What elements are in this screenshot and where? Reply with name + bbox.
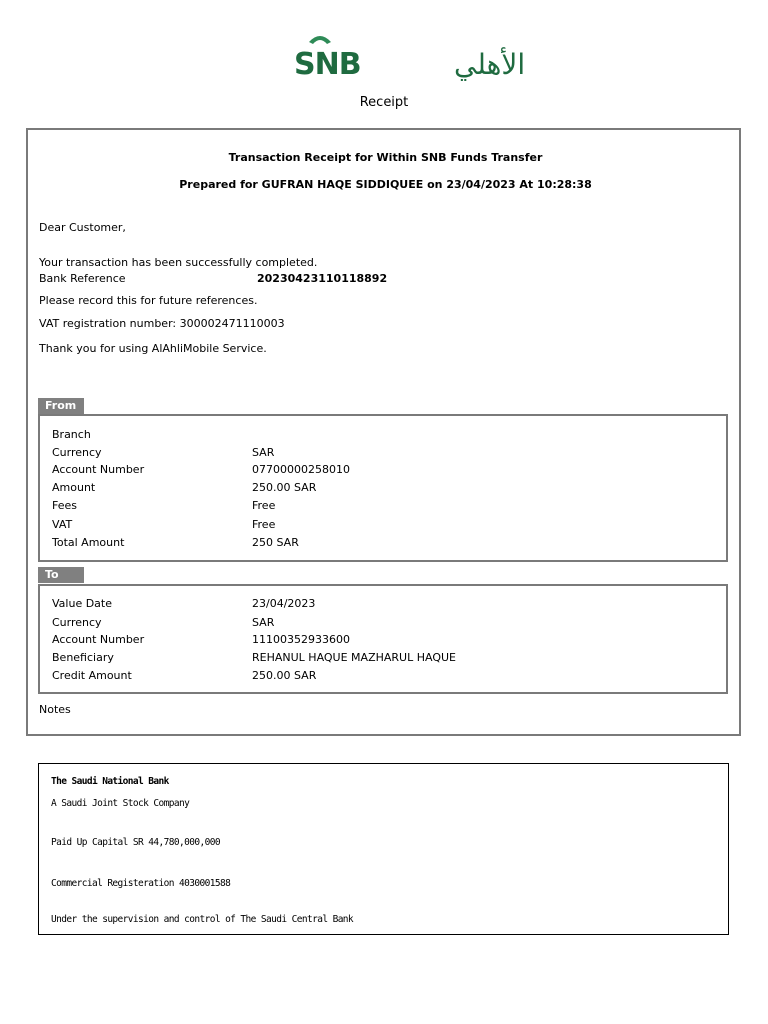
commercial-registration: Commercial Registeration 4030001588 bbox=[51, 878, 231, 889]
row-label: Beneficiary bbox=[52, 651, 114, 664]
from-row-currency bbox=[52, 446, 712, 462]
to-section-tab: To bbox=[38, 567, 84, 583]
row-label: Amount bbox=[52, 481, 96, 494]
row-value: SAR bbox=[252, 446, 275, 459]
snb-logo-graphic bbox=[292, 30, 526, 82]
row-value: 11100352933600 bbox=[252, 633, 350, 646]
row-value: REHANUL HAQUE MAZHARUL HAQUE bbox=[252, 651, 456, 664]
row-label: Total Amount bbox=[52, 536, 125, 549]
row-value: Free bbox=[252, 499, 276, 512]
to-row-currency bbox=[52, 616, 712, 632]
row-label: Credit Amount bbox=[52, 669, 132, 682]
record-note: Please record this for future references. bbox=[39, 294, 258, 307]
vat-registration: VAT registration number: 300002471110003 bbox=[39, 317, 285, 330]
bank-name: The Saudi National Bank bbox=[51, 776, 169, 787]
bank-reference-label: Bank Reference bbox=[39, 272, 126, 285]
bank-info-footer bbox=[38, 763, 729, 935]
snb-logo bbox=[292, 30, 526, 82]
receipt-heading: Transaction Receipt for Within SNB Funds Transfer bbox=[228, 151, 543, 164]
row-label: Currency bbox=[52, 446, 102, 459]
to-section bbox=[38, 584, 728, 694]
row-value: 250.00 SAR bbox=[252, 669, 317, 682]
company-type: A Saudi Joint Stock Company bbox=[51, 798, 190, 809]
from-section-tab: From bbox=[38, 398, 84, 414]
notes-label: Notes bbox=[39, 703, 71, 716]
row-label: Fees bbox=[52, 499, 77, 512]
from-section bbox=[38, 414, 728, 562]
from-row-account-number bbox=[52, 463, 712, 479]
logo-arabic-text: الأهلي bbox=[454, 48, 526, 81]
row-value: 23/04/2023 bbox=[252, 597, 316, 610]
row-label: Currency bbox=[52, 616, 102, 629]
row-label: Account Number bbox=[52, 463, 145, 476]
from-row-total-amount bbox=[52, 536, 712, 552]
receipt-frame bbox=[26, 128, 741, 736]
receipt-subheading: Prepared for GUFRAN HAQE SIDDIQUEE on 23/04/2023 At 10:28:38 bbox=[179, 178, 592, 191]
from-row-branch bbox=[52, 428, 712, 444]
to-row-credit-amount bbox=[52, 669, 712, 685]
bank-reference-value: 20230423110118892 bbox=[257, 272, 388, 285]
row-value: 07700000258010 bbox=[252, 463, 350, 476]
success-message: Your transaction has been successfully completed. bbox=[39, 256, 318, 269]
row-label: Account Number bbox=[52, 633, 145, 646]
from-row-fees bbox=[52, 499, 712, 515]
logo-latin-text: SNB bbox=[294, 47, 361, 82]
row-value: 250 SAR bbox=[252, 536, 299, 549]
page-title: Receipt bbox=[359, 95, 409, 110]
row-label: VAT bbox=[52, 518, 73, 531]
row-value: Free bbox=[252, 518, 276, 531]
to-row-value-date bbox=[52, 597, 712, 613]
row-label: Branch bbox=[52, 428, 91, 441]
from-row-vat bbox=[52, 518, 712, 534]
row-value: SAR bbox=[252, 616, 275, 629]
to-row-account-number bbox=[52, 633, 712, 649]
supervision-note: Under the supervision and control of The Saudi Central Bank bbox=[51, 914, 354, 925]
row-value: 250.00 SAR bbox=[252, 481, 317, 494]
to-row-beneficiary bbox=[52, 651, 712, 667]
row-label: Value Date bbox=[52, 597, 112, 610]
thanks-message: Thank you for using AlAhliMobile Service. bbox=[39, 342, 267, 355]
paid-up-capital: Paid Up Capital SR 44,780,000,000 bbox=[51, 837, 220, 848]
from-row-amount bbox=[52, 481, 712, 497]
greeting: Dear Customer, bbox=[39, 221, 126, 234]
